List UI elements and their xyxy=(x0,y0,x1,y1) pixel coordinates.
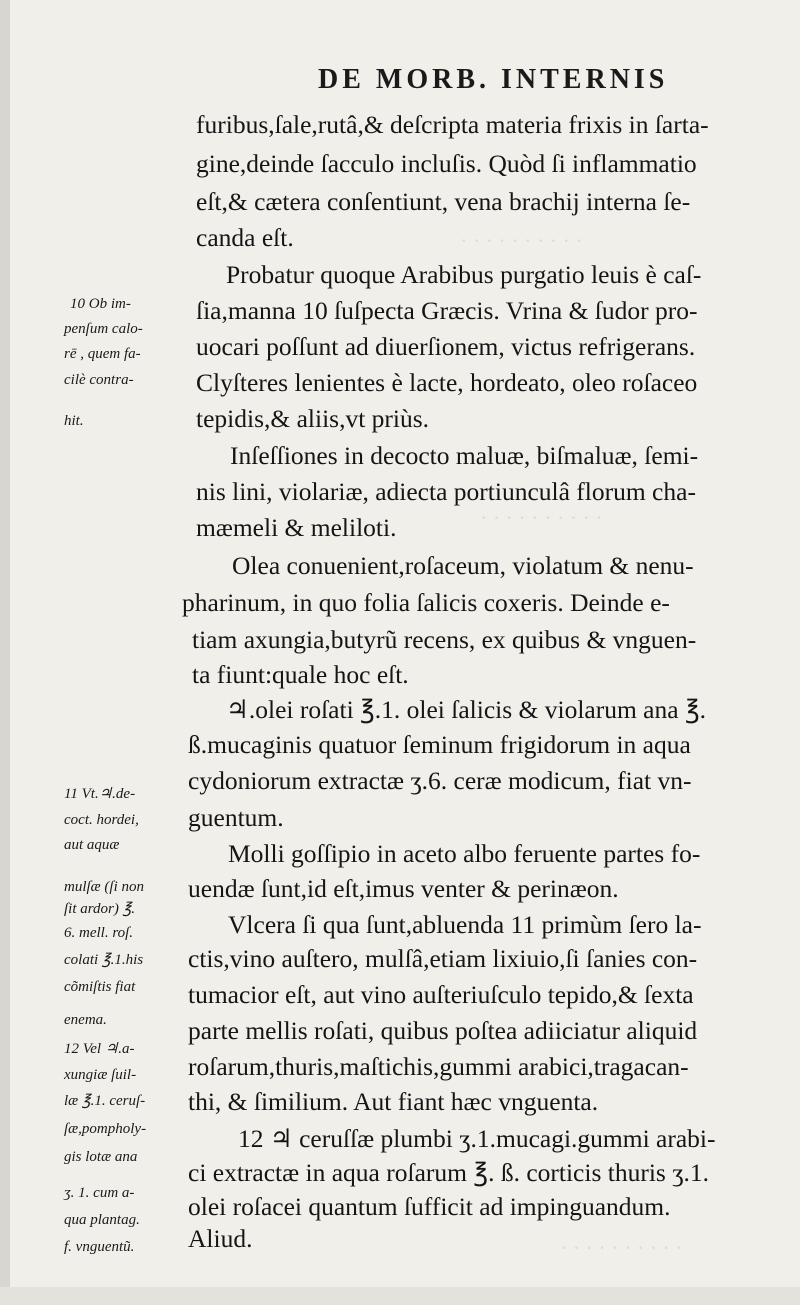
margin-note-line: qua plantag. xyxy=(64,1212,140,1228)
page-shadow-left xyxy=(0,0,10,1305)
text-line: ♃.olei roſati ℥.1. olei ſalicis & violarum ana ℥. xyxy=(226,695,707,724)
text-line: olei roſacei quantum ſufficit ad impinguandum. xyxy=(188,1192,671,1221)
text-line: thi, & ſimilium. Aut fiant hæc vnguenta. xyxy=(188,1087,599,1116)
text-line: ſia,manna 10 ſuſpecta Græcis. Vrina & ſudor pro- xyxy=(196,296,698,325)
text-line: uendæ ſunt,id eſt,imus venter & perinæon. xyxy=(188,874,619,903)
text-line: Inſeſſiones in decocto maluæ, biſmaluæ, ſemi- xyxy=(230,441,699,470)
margin-note-line: f. vnguentũ. xyxy=(64,1239,135,1255)
text-line: gine,deinde ſacculo incluſis. Quòd ſi inflammatio xyxy=(196,149,697,178)
text-line: ta fiunt:quale hoc eſt. xyxy=(192,660,409,689)
text-line: canda eſt. xyxy=(196,223,294,252)
text-line: cydoniorum extractæ ʒ.6. ceræ modicum, fiat vn- xyxy=(188,766,692,795)
text-line: pharinum, in quo folia ſalicis coxeris. Deinde e- xyxy=(182,588,670,617)
text-line: Probatur quoque Arabibus purgatio leuis è caſ- xyxy=(226,260,702,289)
text-line: 12 ♃ ceruſſæ plumbi ʒ.1.mucagi.gummi arabi- xyxy=(238,1124,716,1153)
text-line: Molli goſſipio in aceto albo feruente partes fo- xyxy=(228,839,701,868)
margin-note-line: coct. hordei, xyxy=(64,812,139,828)
margin-note-line: 11 Vt.♃.de- xyxy=(64,786,136,802)
margin-note-line: penſum calo- xyxy=(64,321,143,337)
text-line: Aliud. xyxy=(188,1224,253,1253)
text-line: Vlcera ſi qua ſunt,abluenda 11 primùm ſero la- xyxy=(228,910,702,939)
text-line: parte mellis roſati, quibus poſtea adiiciatur aliquid xyxy=(188,1016,698,1045)
text-line: Olea conuenient,roſaceum, violatum & nenu- xyxy=(232,551,694,580)
text-line: roſarum,thuris,maſtichis,gummi arabici,tragacan- xyxy=(188,1052,689,1081)
text-line: ctis,vino auſtero, mulſâ,etiam lixiuio,ſi ſanies con- xyxy=(188,944,698,973)
margin-note-line: colati ℥.1.his xyxy=(64,952,144,968)
margin-note-line: cõmiſtis fiat xyxy=(64,979,136,995)
margin-note-line: rē , quem fa- xyxy=(64,346,141,362)
margin-note-line: ſæ,pompholy- xyxy=(64,1121,147,1137)
text-line: tepidis,& aliis,vt priùs. xyxy=(196,404,430,433)
running-title: DE MORB. INTERNIS xyxy=(318,64,669,95)
margin-note-line: ſit ardor) ℥. xyxy=(64,901,136,917)
text-line: nis lini, violariæ, adiecta portiunculâ florum cha- xyxy=(196,477,696,506)
text-line: ß.mucaginis quatuor ſeminum frigidorum in aqua xyxy=(188,730,691,759)
text-line: ci extractæ in aqua roſarum ℥. ß. corticis thuris ʒ.1. xyxy=(188,1158,710,1187)
margin-note-line: aut aquæ xyxy=(64,837,120,853)
margin-note-line: 6. mell. roſ. xyxy=(64,925,134,941)
text-line: mæmeli & meliloti. xyxy=(196,513,397,542)
text-line: guentum. xyxy=(188,803,284,832)
text-line: uocari poſſunt ad diuerſionem, victus refrigerans. xyxy=(196,332,696,361)
text-line: furibus,ſale,rutâ,& deſcripta materia frixis in ſarta- xyxy=(196,110,709,139)
margin-note-line: mulſæ (ſi non xyxy=(64,879,145,895)
text-line: Clyſteres lenientes è lacte, hordeato, oleo roſaceo xyxy=(196,368,698,397)
margin-note-line: ʒ. 1. cum a- xyxy=(64,1185,135,1201)
margin-note-line: læ ℥.1. ceruſ- xyxy=(64,1093,146,1109)
margin-note-line: 12 Vel ♃.a- xyxy=(64,1041,135,1057)
show-through-text: · · · · · · · · · · xyxy=(560,1235,683,1260)
text-line: eſt,& cætera conſentiunt, vena brachij interna ſe- xyxy=(196,187,691,216)
margin-note-line: hit. xyxy=(64,413,84,429)
margin-note-line: xungiæ ſuil- xyxy=(64,1067,137,1083)
margin-note-line: enema. xyxy=(64,1012,107,1028)
margin-note-line: cilè contra- xyxy=(64,372,134,388)
margin-note-line: gis lotæ ana xyxy=(64,1149,138,1165)
show-through-text: · · · · · · · · · · xyxy=(460,228,583,253)
margin-note-line: 10 Ob im- xyxy=(70,296,131,312)
show-through-text: · · · · · · · · · · xyxy=(480,505,603,530)
text-line: tiam axungia,butyrũ recens, ex quibus & vnguen- xyxy=(192,625,697,654)
text-line: tumacior eſt, aut vino auſteriuſculo tepido,& ſexta xyxy=(188,980,694,1009)
page-shadow-bottom xyxy=(0,1287,800,1305)
